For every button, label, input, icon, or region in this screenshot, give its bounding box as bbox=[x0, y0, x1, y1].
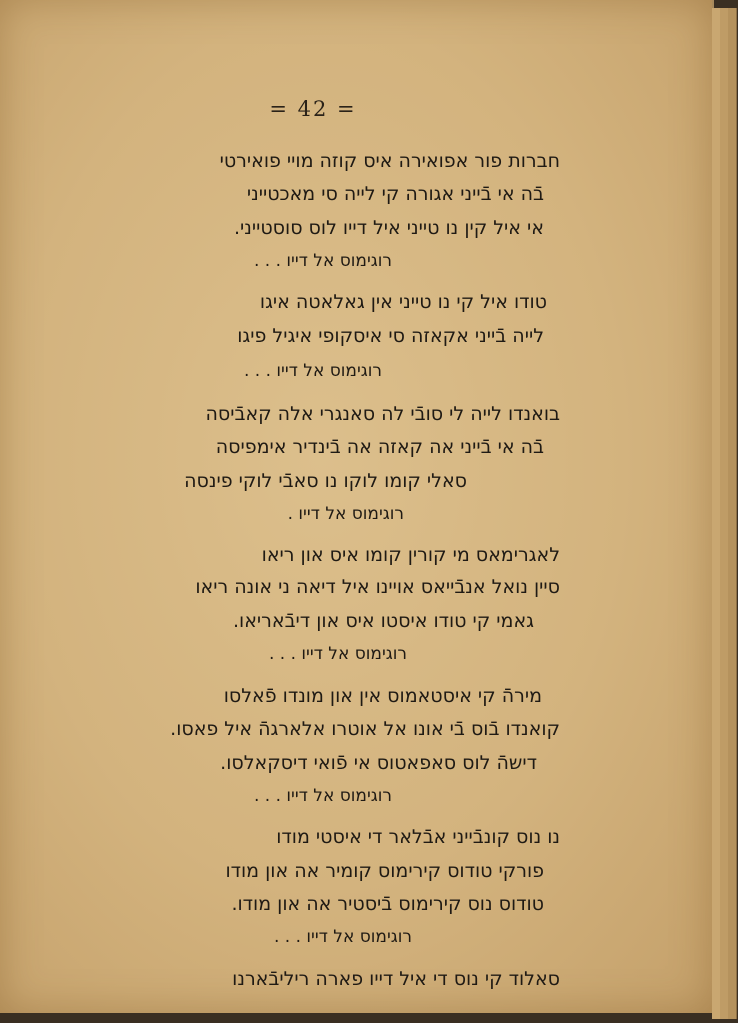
refrain-line: רוגימוס אל דייו . bbox=[287, 504, 404, 524]
verse-line: טודוס נוס קירימוס בֿיסטיר אה און מודו. bbox=[231, 893, 544, 915]
refrain-line: רוגימוס אל דייו . . . bbox=[253, 786, 392, 806]
verse-line: בֿה אי בֿייני אגורה קי לייה סי מאכטייני bbox=[246, 183, 544, 205]
verse-line: לייה בֿייני אקאזה סי איסקופי איגיל פיגו bbox=[237, 325, 544, 347]
verse-line: אי איל קין נו טייני איל דייו לוס סוסטייני. bbox=[233, 217, 544, 239]
verse-line: פורקי טודוס קירימוס קומיר אה און מודו bbox=[225, 860, 544, 882]
refrain-line: רוגימוס אל דייו . . . bbox=[273, 927, 412, 947]
verse-line: קואנדו בֿוס בֿי אונו אל אוטרו אלארגהֿ איל פאסו. bbox=[170, 718, 560, 740]
verse-line: גאמי קי טודו איסטו איס און דיבֿאריאו. bbox=[232, 610, 534, 632]
verse-line: סאלוד קי נוס די איל דייו פארה ריליבֿארנו bbox=[232, 968, 560, 990]
verse-line: סיין נואל אנבֿייאס אויינו איל דיאה ני אונה ריאו bbox=[195, 576, 560, 598]
page-edge bbox=[728, 8, 737, 1019]
verse-line: נו נוס קונבֿייני אבֿלאר די איסטי מודו bbox=[276, 826, 560, 848]
refrain-line: רוגימוס אל דייו . . . bbox=[253, 251, 392, 271]
verse-line: בואנדו לייה לי סובֿי לה סאנגרי אלה קאבֿיסה bbox=[205, 403, 560, 425]
page-number: = 42 = bbox=[269, 97, 357, 121]
verse-line: חברות פור אפואירה איס קוזה מויי פואירטי bbox=[219, 150, 560, 172]
verse-line: טודו איל קי נו טייני אין גאלאטה איגו bbox=[259, 291, 547, 313]
verse-line: מירהֿ קי איסטאמוס אין און מונדו פֿאלסו bbox=[223, 685, 542, 707]
refrain-line: רוגימוס אל דייו . . . bbox=[268, 644, 407, 664]
verse-line: לאגרימאס מי קורין קומו איס און ריאו bbox=[261, 544, 560, 566]
verse-line: דישהֿ לוס סאפאטוס אי פֿואי דיסקאלסו. bbox=[220, 752, 537, 774]
verse-line: בֿה אי בֿייני אה קאזה אה בֿינדיר אימפיסה bbox=[215, 436, 544, 458]
verse-line: סאלי קומו לוקו נו סאבֿי לוקי פינסה bbox=[184, 470, 467, 492]
refrain-line: רוגימוס אל דייו . . . bbox=[243, 361, 382, 381]
